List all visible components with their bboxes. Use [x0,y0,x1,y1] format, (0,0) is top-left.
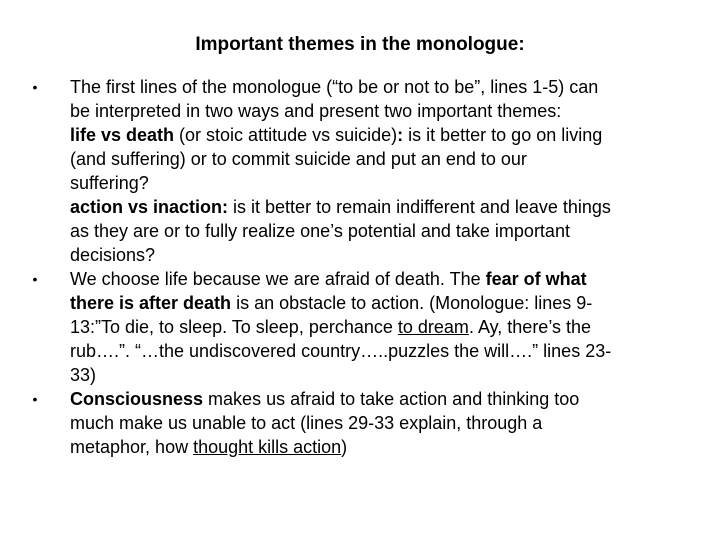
text-run: is it better to remain indifferent and leave things [228,197,611,217]
text-line [70,363,694,387]
bold-text: there is after death [70,293,232,313]
underlined-text: to dream [397,317,469,337]
text-run: much make us unable to act (lines 29-33 explain, through a [70,413,543,433]
bold-text: Consciousness [70,389,204,409]
text-line [70,315,694,339]
bullet-dot-icon: • [32,79,38,95]
text-line [70,219,694,243]
text-run: We choose life because we are afraid of death. The [70,269,486,289]
text-run: (and suffering) or to commit suicide and put an end to our [70,149,527,169]
text-line [70,171,694,195]
text-line [70,291,694,315]
text-line [70,411,694,435]
text-line [70,123,694,147]
underlined-text: thought kills action [193,437,342,457]
bold-text: fear of what [485,269,587,289]
text-run: makes us afraid to take action and thinking too [203,389,580,409]
bold-text: action vs inaction: [70,197,229,217]
bullet-item [24,267,694,387]
text-run: be interpreted in two ways and present two important themes: [70,101,562,121]
text-line [70,99,694,123]
bullet-dot-icon: • [32,271,38,287]
text-line [70,387,694,411]
text-run: ) [341,437,348,457]
text-run: suffering? [70,173,149,193]
text-line [70,147,694,171]
text-run: . Ay, there’s the [468,317,592,337]
text-run: is an obstacle to action. (Monologue: lines 9- [231,293,593,313]
text-run: rub….”. “…the undiscovered country…..puzzles the will….” lines 23- [70,341,612,361]
text-run: is it better to go on living [403,125,603,145]
slide-title: Important themes in the monologue: [195,34,525,55]
text-line [70,195,694,219]
text-run: (or stoic attitude vs suicide) [179,125,398,145]
bullet-item [24,387,694,459]
text-run: The first lines of the monologue (“to be or not to be”, lines 1-5) can [70,77,599,97]
text-run: 13:”To die, to sleep. To sleep, perchance [70,317,398,337]
text-run: as they are or to fully realize one’s potential and take important [70,221,570,241]
text-run: decisions? [70,245,156,265]
text-line [70,435,694,459]
text-line [70,267,694,291]
text-run: metaphor, how [70,437,194,457]
text-line [70,339,694,363]
text-line [70,243,694,267]
bold-text: life vs death [70,125,180,145]
text-line [70,75,694,99]
bullet-dot-icon: • [32,391,38,407]
bullet-list [24,75,694,459]
bold-text: : [397,125,404,145]
text-run: 33) [70,365,97,385]
bullet-item [24,75,694,267]
